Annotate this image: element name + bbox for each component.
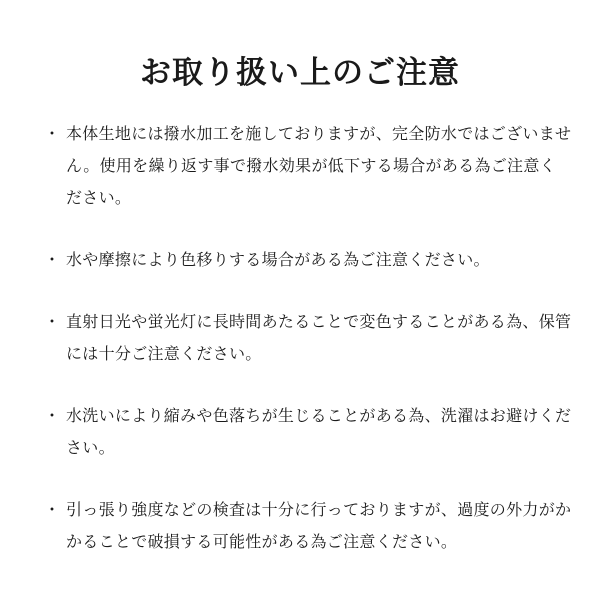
caution-item-2 xyxy=(42,244,572,276)
bullet-dot: ・ xyxy=(44,406,61,425)
bullet-dot: ・ xyxy=(44,124,61,143)
caution-item-4 xyxy=(42,400,572,464)
caution-item-5 xyxy=(42,494,572,558)
bullet-dot: ・ xyxy=(44,312,61,331)
caution-item-3 xyxy=(42,306,572,370)
caution-text: 水洗いにより縮みや色落ちが生じることがある為、洗濯はお避けください。 xyxy=(66,406,572,457)
caution-text: 引っ張り強度などの検査は十分に行っておりますが、過度の外力がかかることで破損する可能性がある為ご注意ください。 xyxy=(66,500,572,551)
caution-text: 水や摩擦により色移りする場合がある為ご注意ください。 xyxy=(66,250,490,269)
caution-text: 直射日光や蛍光灯に長時間あたることで変色することがある為、保管には十分ご注意ください。 xyxy=(66,312,572,363)
caution-text: 本体生地には撥水加工を施しておりますが、完全防水ではございません。使用を繰り返す事で撥水効果が低下する場合がある為ご注意ください。 xyxy=(66,124,572,207)
bullet-dot: ・ xyxy=(44,250,61,269)
page-title: お取り扱い上のご注意 xyxy=(140,54,460,91)
caution-item-1 xyxy=(42,118,572,214)
caution-list xyxy=(42,118,572,588)
bullet-dot: ・ xyxy=(44,500,61,519)
